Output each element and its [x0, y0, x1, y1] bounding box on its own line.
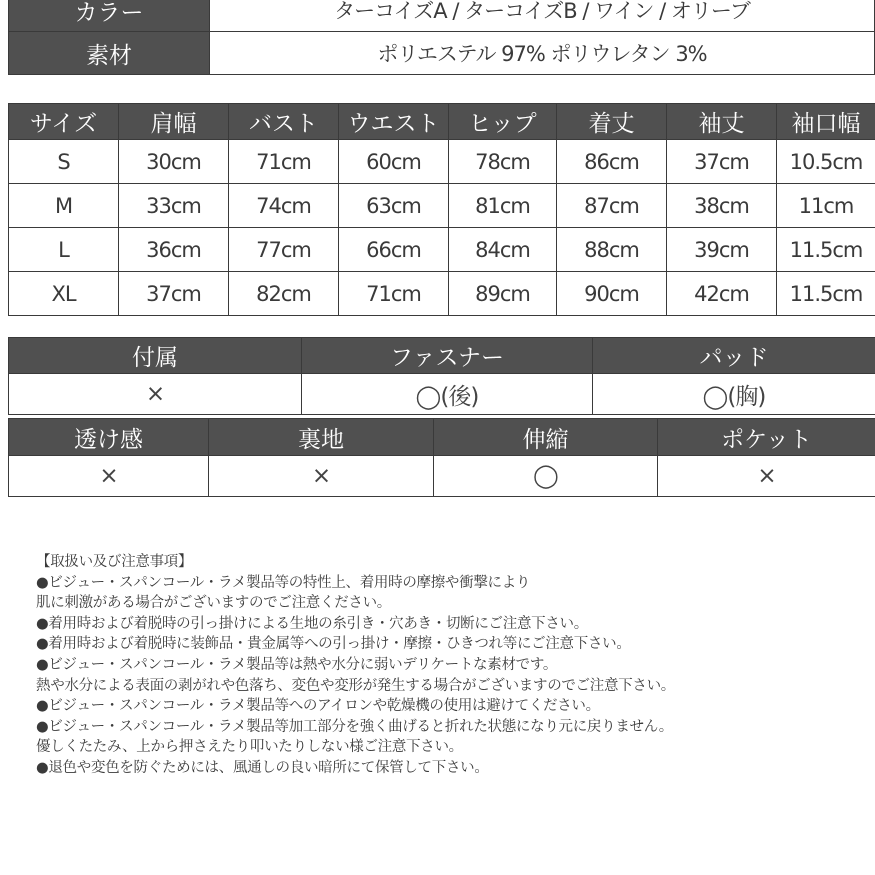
size-cell: 89cm: [449, 272, 557, 316]
accessory-table-header: [9, 338, 875, 374]
feature-header-sheerness: 透け感: [9, 419, 209, 456]
feature-value-stretch: ◯: [434, 456, 658, 497]
size-header-cell: ヒップ: [449, 104, 557, 140]
size-cell: 37cm: [667, 140, 777, 184]
accessory-table-values: [9, 374, 875, 415]
size-cell: 11cm: [777, 184, 875, 228]
size-header-cell: 肩幅: [119, 104, 229, 140]
spec-table: [8, 0, 875, 75]
size-header-cell: サイズ: [9, 104, 119, 140]
care-notes: [36, 552, 866, 779]
size-cell: 74cm: [229, 184, 339, 228]
feature-table-values: [9, 456, 875, 497]
size-cell: 84cm: [449, 228, 557, 272]
care-note-line: 肌に刺激がある場合がございますのでご注意ください。: [36, 595, 391, 612]
size-cell: 86cm: [557, 140, 667, 184]
size-table: [8, 103, 875, 316]
size-cell: L: [9, 228, 119, 272]
size-cell: M: [9, 184, 119, 228]
spec-row-material: [9, 32, 875, 75]
size-header-cell: ウエスト: [339, 104, 449, 140]
accessory-header-included: 付属: [9, 338, 302, 374]
size-row-m: [9, 184, 875, 228]
size-cell: 60cm: [339, 140, 449, 184]
size-cell: 36cm: [119, 228, 229, 272]
accessory-header-pad: パッド: [593, 338, 875, 374]
size-cell: 87cm: [557, 184, 667, 228]
size-cell: 38cm: [667, 184, 777, 228]
care-note-line: ●ビジュー・スパンコール・ラメ製品等は熱や水分に弱いデリケートな素材です。: [36, 656, 558, 673]
size-cell: 11.5cm: [777, 228, 875, 272]
size-cell: 78cm: [449, 140, 557, 184]
size-header-cell: 袖丈: [667, 104, 777, 140]
spec-value-material: ポリエステル 97% ポリウレタン 3%: [210, 32, 875, 75]
accessory-value-pad: ◯(胸): [593, 374, 875, 415]
feature-header-stretch: 伸縮: [434, 419, 658, 456]
spec-value-color: ターコイズA / ターコイズB / ワイン / オリーブ: [210, 0, 875, 32]
size-cell: 81cm: [449, 184, 557, 228]
care-notes-title: 【取扱い及び注意事項】: [36, 554, 193, 570]
size-cell: 30cm: [119, 140, 229, 184]
size-cell: S: [9, 140, 119, 184]
spec-label-color: カラー: [9, 0, 210, 32]
care-note-line: ●退色や変色を防ぐためには、風通しの良い暗所にて保管して下さい。: [36, 759, 489, 776]
accessory-table: [8, 337, 875, 415]
care-note-line: ●ビジュー・スパンコール・ラメ製品等の特性上、着用時の摩擦や衝撃により: [36, 574, 531, 591]
size-row-xl: [9, 272, 875, 316]
feature-table-header: [9, 419, 875, 456]
size-cell: XL: [9, 272, 119, 316]
care-note-line: ●着用時および着脱時の引っ掛けによる生地の糸引き・穴あき・切断にご注意下さい。: [36, 615, 588, 632]
size-header-cell: 着丈: [557, 104, 667, 140]
size-header-cell: バスト: [229, 104, 339, 140]
care-note-line: ●ビジュー・スパンコール・ラメ製品等へのアイロンや乾燥機の使用は避けてください。: [36, 698, 600, 715]
feature-value-lining: ×: [209, 456, 434, 497]
accessory-value-included: ×: [9, 374, 302, 415]
feature-value-sheerness: ×: [9, 456, 209, 497]
size-cell: 90cm: [557, 272, 667, 316]
size-header-cell: 袖口幅: [777, 104, 875, 140]
size-row-s: [9, 140, 875, 184]
size-cell: 63cm: [339, 184, 449, 228]
feature-header-pocket: ポケット: [658, 419, 875, 456]
size-cell: 82cm: [229, 272, 339, 316]
spec-label-material: 素材: [9, 32, 210, 75]
feature-table: [8, 418, 875, 497]
size-cell: 39cm: [667, 228, 777, 272]
care-note-line: ●ビジュー・スパンコール・ラメ製品等加工部分を強く曲げると折れた状態になり元に戻りません。: [36, 718, 674, 735]
care-note-line: 優しくたたみ、上から押さえたり叩いたりしない様ご注意下さい。: [36, 739, 463, 756]
feature-value-pocket: ×: [658, 456, 875, 497]
size-cell: 42cm: [667, 272, 777, 316]
size-cell: 88cm: [557, 228, 667, 272]
size-cell: 71cm: [339, 272, 449, 316]
size-table-header: [9, 104, 875, 140]
size-cell: 33cm: [119, 184, 229, 228]
size-row-l: [9, 228, 875, 272]
size-cell: 77cm: [229, 228, 339, 272]
accessory-value-zipper: ◯(後): [302, 374, 593, 415]
care-note-line: ●着用時および着脱時に装飾品・貴金属等への引っ掛け・摩擦・ひきつれ等にご注意下さい。: [36, 636, 631, 653]
feature-header-lining: 裏地: [209, 419, 434, 456]
size-cell: 71cm: [229, 140, 339, 184]
size-cell: 10.5cm: [777, 140, 875, 184]
size-cell: 11.5cm: [777, 272, 875, 316]
size-cell: 66cm: [339, 228, 449, 272]
spec-row-color: [9, 0, 875, 32]
care-note-line: 熱や水分による表面の剥がれや色落ち、変色や変形が発生する場合がございますのでご注意下さい。: [36, 677, 675, 694]
size-cell: 37cm: [119, 272, 229, 316]
accessory-header-zipper: ファスナー: [302, 338, 593, 374]
